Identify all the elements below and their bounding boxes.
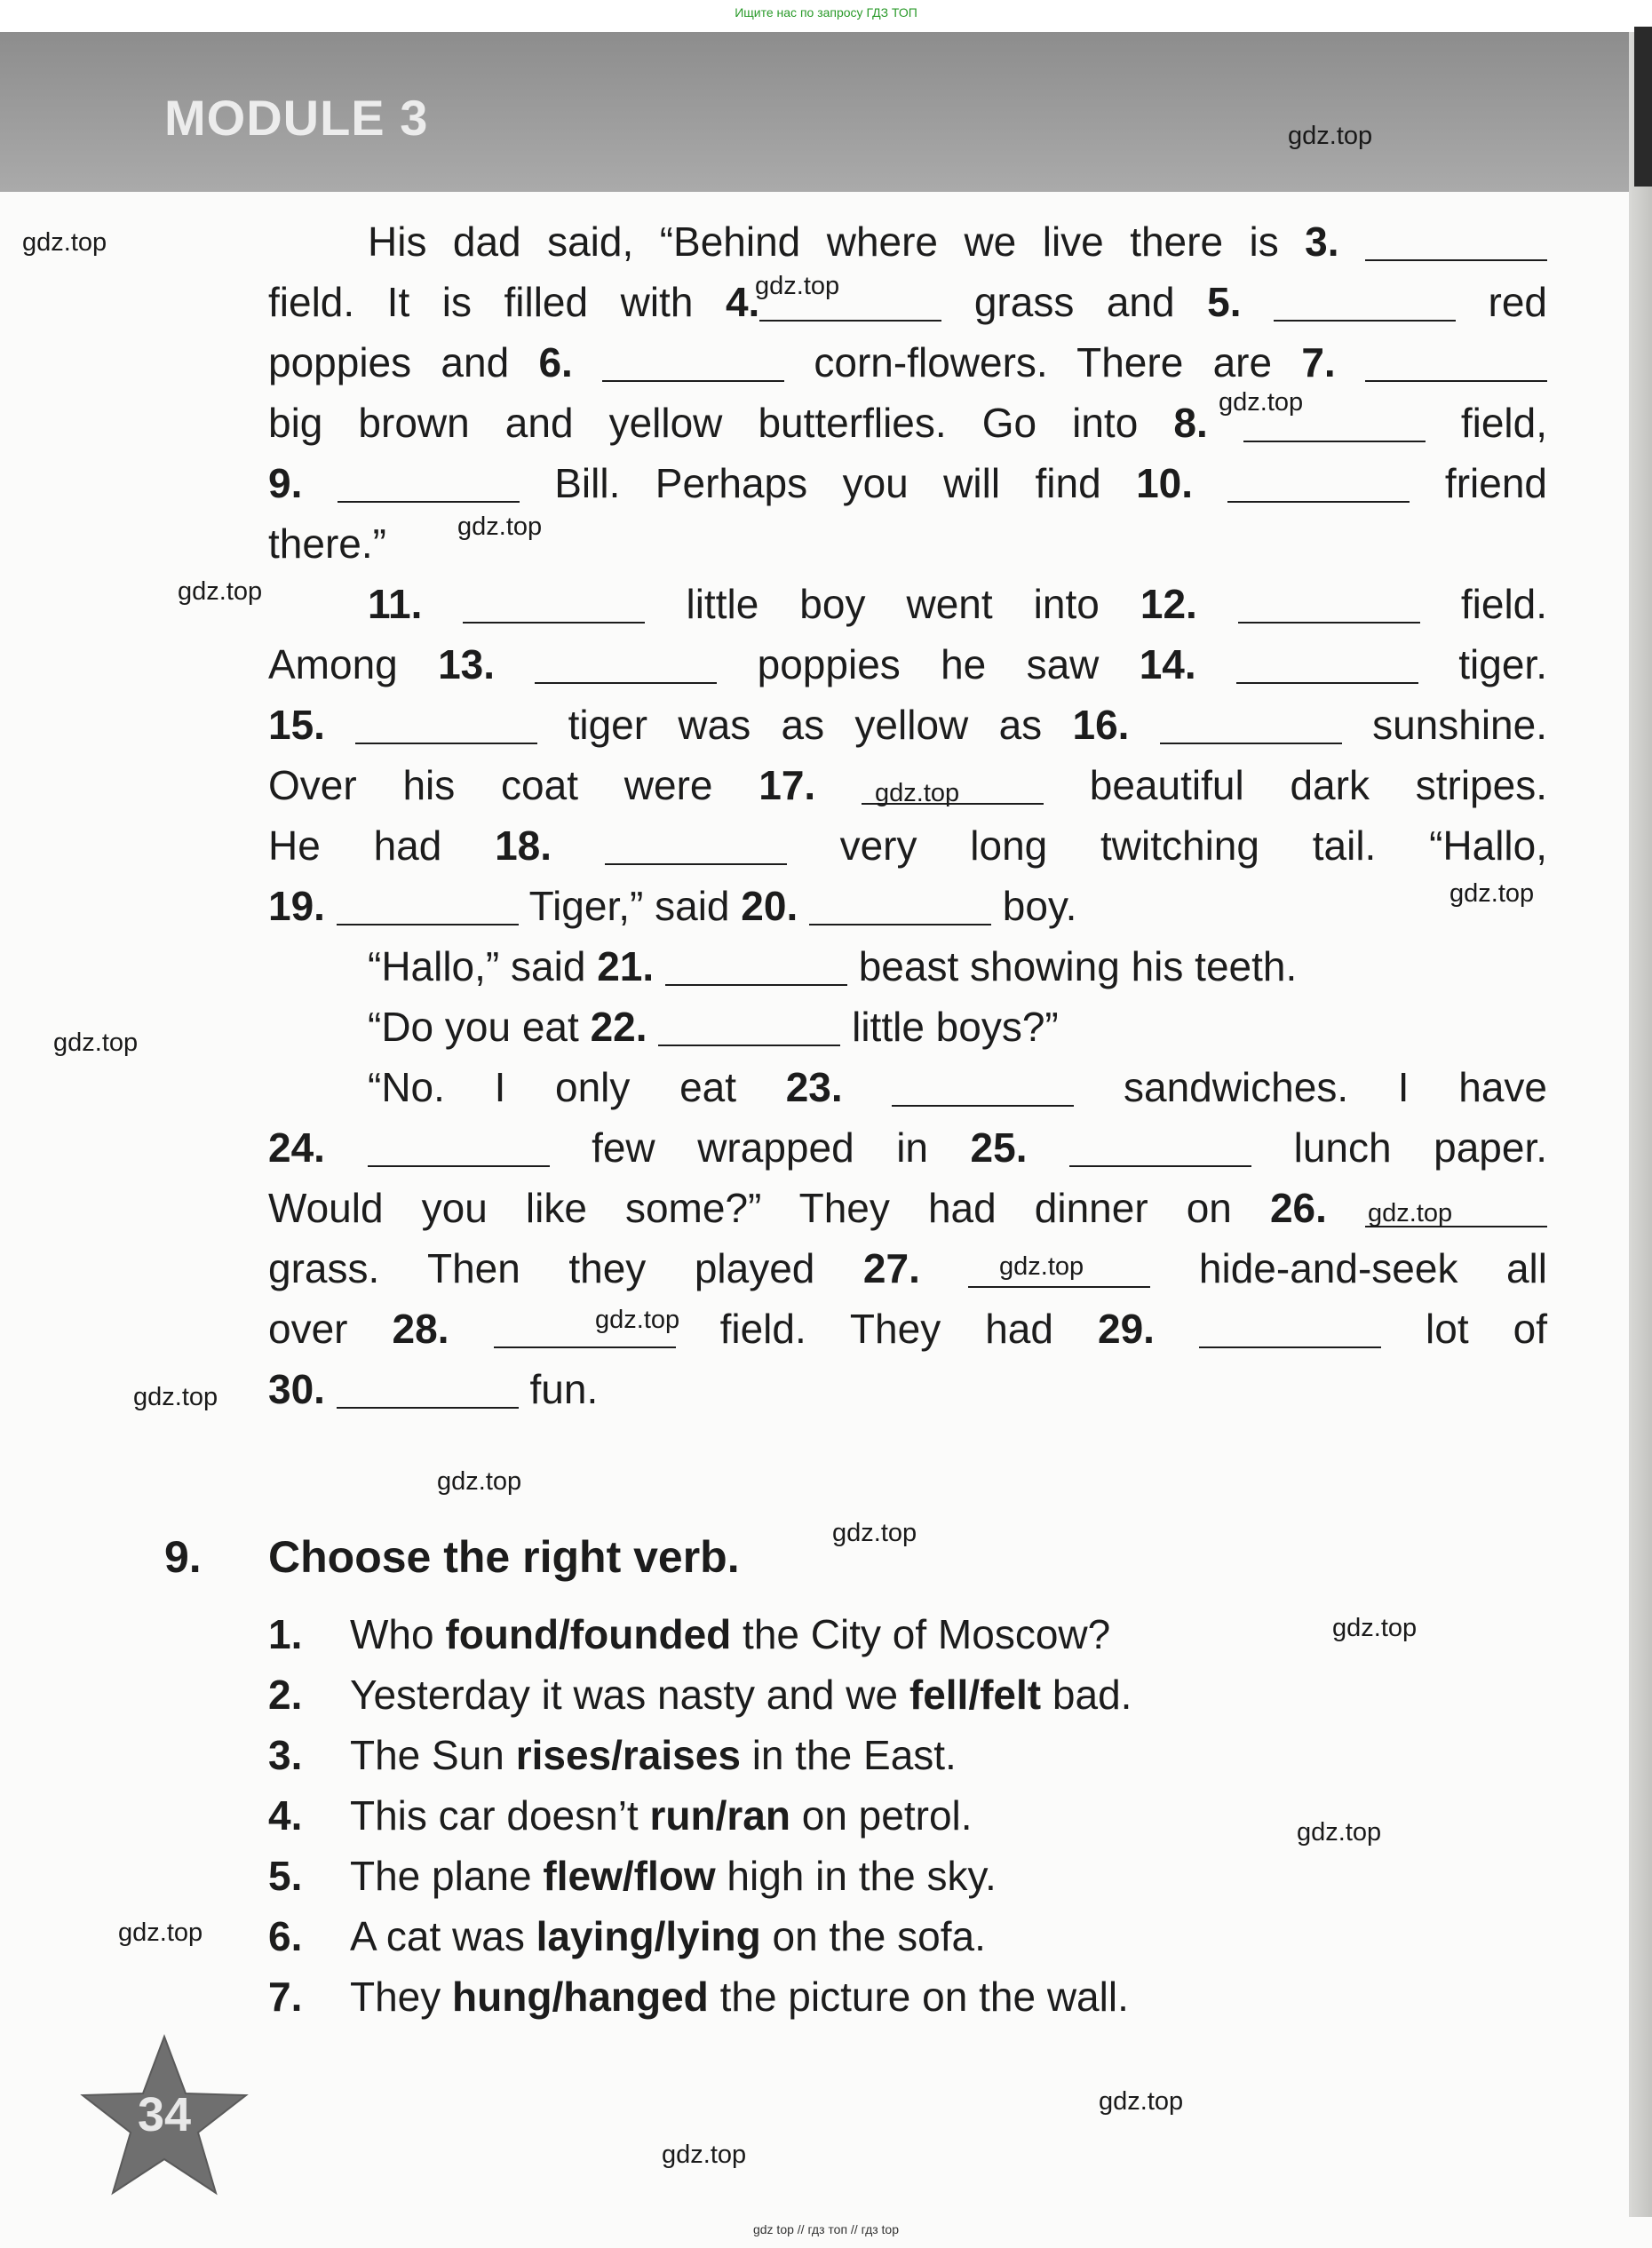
passage-text: poppies and — [268, 339, 539, 385]
verb-choice[interactable]: hung/hanged — [452, 1974, 709, 2020]
item-text: the City of Moscow? — [731, 1611, 1111, 1657]
blank-number: 10. — [1136, 460, 1194, 506]
passage-text: field. It is filled with — [268, 279, 726, 325]
blank-number: 5. — [1207, 279, 1242, 325]
passage-text: Over his coat were — [268, 762, 759, 808]
page-edge-shadow — [1634, 27, 1652, 187]
answer-blank[interactable] — [1199, 1311, 1381, 1348]
passage-text: friend — [1410, 460, 1547, 506]
answer-blank[interactable] — [1365, 224, 1547, 261]
passage-line — [268, 1238, 1547, 1299]
item-text: bad. — [1041, 1672, 1132, 1718]
watermark: gdz.top — [133, 1383, 218, 1411]
item-text: on petrol. — [790, 1792, 973, 1839]
answer-blank[interactable] — [665, 949, 847, 986]
passage-line — [268, 332, 1547, 393]
answer-blank[interactable] — [337, 888, 519, 925]
item-text: the picture on the wall. — [708, 1974, 1129, 2020]
passage-text: hide-and-seek all — [1150, 1245, 1547, 1291]
passage-line — [268, 393, 1547, 453]
item-number: 1. — [268, 1611, 303, 1657]
passage-text — [920, 1245, 969, 1291]
footer-note[interactable]: gdz top // гдз топ // гдз top — [752, 2222, 900, 2236]
passage-text — [647, 1004, 659, 1050]
passage-text: tiger. — [1418, 641, 1547, 687]
passage-line — [268, 695, 1547, 755]
passage-text — [843, 1064, 893, 1110]
passage-text — [1129, 702, 1159, 748]
item-number: 4. — [268, 1792, 303, 1839]
passage-text: over — [268, 1306, 393, 1352]
watermark: gdz.top — [1449, 879, 1535, 908]
passage-text: field. — [1419, 581, 1548, 627]
watermark: gdz.top — [662, 2141, 747, 2169]
module-title: MODULE 3 — [164, 90, 429, 146]
passage-text: little boys?” — [840, 1004, 1059, 1050]
passage-text: corn-flowers. There are — [784, 339, 1302, 385]
item-number: 6. — [268, 1913, 303, 1959]
passage-text: very long twitching tail. “Hallo, — [786, 822, 1548, 869]
passage-line — [268, 1359, 1547, 1419]
exercise-9-header — [164, 1531, 740, 1583]
blank-number: 23. — [785, 1064, 843, 1110]
blank-number: 25. — [970, 1124, 1028, 1171]
passage-line — [268, 272, 1547, 332]
answer-blank[interactable] — [368, 1130, 550, 1167]
page-edge — [1629, 32, 1652, 2217]
passage-text — [1327, 1185, 1365, 1231]
blank-number: 20. — [741, 883, 798, 929]
passage-line — [268, 634, 1547, 695]
top-notice[interactable]: Ищите нас по запросу ГДЗ ТОП — [735, 5, 917, 20]
passage-text: lot of — [1381, 1306, 1548, 1352]
blank-number: 18. — [495, 822, 552, 869]
passage-text — [798, 883, 809, 929]
passage-text: red — [1456, 279, 1548, 325]
passage-text — [325, 702, 355, 748]
page-number: 34 — [137, 2088, 192, 2141]
blank-number: 29. — [1098, 1306, 1155, 1352]
blank-number: 6. — [538, 339, 573, 385]
verb-choice[interactable]: fell/felt — [909, 1672, 1042, 1718]
passage-text — [552, 822, 605, 869]
passage-text — [325, 1124, 368, 1171]
answer-blank[interactable] — [535, 647, 717, 684]
exercise-9-title: Choose the right verb. — [268, 1532, 740, 1582]
passage-text: big brown and yellow butterflies. Go into — [268, 400, 1174, 446]
exercise-9-item — [268, 1725, 1423, 1785]
blank-number: 14. — [1139, 641, 1196, 687]
watermark: gdz.top — [875, 779, 960, 807]
blank-number: 12. — [1140, 581, 1197, 627]
verb-choice[interactable]: flew/flow — [543, 1853, 716, 1899]
answer-blank[interactable] — [337, 1371, 519, 1409]
answer-blank[interactable] — [355, 707, 537, 744]
watermark: gdz.top — [118, 1918, 203, 1947]
passage-text — [325, 883, 337, 929]
item-text: This car doesn’t — [350, 1792, 650, 1839]
passage-text: beast showing his teeth. — [846, 943, 1298, 989]
watermark: gdz.top — [832, 1519, 917, 1547]
blank-number: 22. — [590, 1004, 647, 1050]
passage-text: Would you like some?” They had dinner on — [268, 1185, 1270, 1231]
blank-number: 8. — [1173, 400, 1208, 446]
blank-number: 27. — [862, 1245, 920, 1291]
passage-line — [268, 1178, 1547, 1238]
watermark: gdz.top — [1288, 122, 1373, 150]
passage-text: beautiful dark stripes. — [1043, 762, 1547, 808]
passage-line — [268, 815, 1547, 876]
passage-text: “Do you eat — [368, 1004, 591, 1050]
verb-choice[interactable]: laying/lying — [536, 1913, 761, 1959]
item-number: 2. — [268, 1672, 303, 1718]
passage-text — [495, 641, 535, 687]
passage-text — [1028, 1124, 1070, 1171]
exercise-9-item — [268, 1966, 1423, 2027]
passage-text: fun. — [518, 1366, 599, 1412]
watermark: gdz.top — [1219, 388, 1304, 417]
passage-text — [1241, 279, 1274, 325]
passage-line — [268, 997, 1547, 1057]
passage-text: grass and — [941, 279, 1208, 325]
exercise-9-item — [268, 1664, 1423, 1725]
answer-blank[interactable] — [658, 1009, 840, 1046]
passage-text: Bill. Perhaps you will find — [519, 460, 1137, 506]
passage-line — [268, 1057, 1547, 1117]
item-number: 7. — [268, 1974, 303, 2020]
passage-text — [422, 581, 463, 627]
passage-line — [268, 453, 1547, 513]
answer-blank[interactable] — [1160, 707, 1342, 744]
exercise-9-item — [268, 1785, 1423, 1846]
watermark: gdz.top — [1297, 1818, 1382, 1847]
item-number: 5. — [268, 1853, 303, 1899]
passage-text — [1196, 641, 1236, 687]
watermark: gdz.top — [999, 1252, 1084, 1281]
passage-text: Among — [268, 641, 439, 687]
watermark: gdz.top — [1099, 2087, 1184, 2116]
passage-text — [815, 762, 862, 808]
passage-line — [268, 1117, 1547, 1178]
blank-number: 17. — [758, 762, 816, 808]
item-text: on the sofa. — [760, 1913, 986, 1959]
passage-text: lunch paper. — [1251, 1124, 1548, 1171]
blank-number: 21. — [597, 943, 655, 989]
blank-number: 9. — [268, 460, 303, 506]
item-number: 3. — [268, 1732, 303, 1778]
passage-text: poppies he saw — [717, 641, 1140, 687]
answer-blank[interactable] — [338, 465, 520, 503]
passage-text: Tiger,” said — [518, 883, 742, 929]
passage-line — [268, 1299, 1547, 1359]
passage-text — [1336, 339, 1365, 385]
passage-text: He had — [268, 822, 496, 869]
blank-number: 24. — [268, 1124, 325, 1171]
blank-number: 13. — [438, 641, 496, 687]
item-text: high in the sky. — [715, 1853, 997, 1899]
item-text: in the East. — [740, 1732, 957, 1778]
passage-text: grass. Then they played — [268, 1245, 863, 1291]
blank-number: 4. — [725, 279, 760, 325]
top-strip — [0, 0, 1652, 32]
passage-text — [302, 460, 337, 506]
answer-blank[interactable] — [605, 828, 787, 865]
passage-text: sunshine. — [1341, 702, 1548, 748]
answer-blank[interactable] — [1274, 284, 1456, 322]
blank-number: 28. — [392, 1306, 449, 1352]
blank-number: 15. — [268, 702, 325, 748]
passage-text: there.” — [268, 520, 386, 567]
blank-number: 11. — [368, 581, 423, 627]
item-text: The plane — [350, 1853, 544, 1899]
passage-text: sandwiches. I have — [1074, 1064, 1547, 1110]
watermark: gdz.top — [755, 272, 840, 300]
watermark: gdz.top — [1332, 1614, 1418, 1642]
exercise-9-item — [268, 1604, 1423, 1664]
blank-number: 26. — [1269, 1185, 1327, 1231]
passage-text — [1197, 581, 1238, 627]
exercise-9-list — [268, 1604, 1423, 2027]
answer-blank[interactable] — [892, 1069, 1074, 1107]
passage-line — [268, 211, 1547, 272]
item-text: They — [350, 1974, 453, 2020]
blank-number: 16. — [1072, 702, 1130, 748]
answer-blank[interactable] — [1236, 647, 1418, 684]
verb-choice[interactable]: run/ran — [649, 1792, 790, 1839]
passage-text: boy. — [991, 883, 1077, 929]
item-text: Who — [350, 1611, 446, 1657]
watermark: gdz.top — [1368, 1199, 1453, 1227]
watermark: gdz.top — [178, 577, 263, 606]
passage-text — [1155, 1306, 1199, 1352]
blank-number: 30. — [268, 1366, 325, 1412]
passage-line — [268, 936, 1547, 997]
answer-blank[interactable] — [463, 586, 645, 624]
passage-text — [449, 1306, 493, 1352]
verb-choice[interactable]: found/founded — [445, 1611, 732, 1657]
item-text: The Sun — [350, 1732, 516, 1778]
passage-text: few wrapped in — [549, 1124, 971, 1171]
exercise-9-item — [268, 1906, 1423, 1966]
blank-number: 3. — [1305, 218, 1339, 265]
verb-choice[interactable]: rises/raises — [515, 1732, 741, 1778]
passage-line — [268, 574, 1547, 634]
watermark: gdz.top — [437, 1467, 522, 1496]
passage-text — [654, 943, 665, 989]
passage-text — [573, 339, 602, 385]
answer-blank[interactable] — [1238, 586, 1420, 624]
passage-text — [1339, 218, 1365, 265]
answer-blank[interactable] — [1069, 1130, 1251, 1167]
passage-text: “No. I only eat — [368, 1064, 786, 1110]
passage-text: His dad said, “Behind where we live there is — [368, 218, 1306, 265]
exercise-9-item — [268, 1846, 1423, 1906]
watermark: gdz.top — [457, 512, 543, 541]
passage-text — [1193, 460, 1227, 506]
passage-text: field, — [1425, 400, 1548, 446]
passage-text: “Hallo,” said — [368, 943, 598, 989]
blank-number: 7. — [1301, 339, 1336, 385]
answer-blank[interactable] — [602, 345, 784, 382]
answer-blank[interactable] — [809, 888, 991, 925]
item-text: A cat was — [350, 1913, 536, 1959]
passage-text: little boy went into — [645, 581, 1140, 627]
watermark: gdz.top — [22, 228, 107, 257]
blank-number: 19. — [268, 883, 325, 929]
passage-text: tiger was as yellow as — [537, 702, 1073, 748]
watermark: gdz.top — [595, 1306, 680, 1334]
passage-text — [325, 1366, 337, 1412]
passage-text: field. They had — [675, 1306, 1099, 1352]
item-text: Yesterday it was nasty and we — [350, 1672, 909, 1718]
exercise-9-number: 9. — [164, 1532, 202, 1582]
watermark: gdz.top — [53, 1029, 139, 1057]
exercise-8-passage — [268, 211, 1547, 1419]
answer-blank[interactable] — [1365, 345, 1547, 382]
passage-line — [268, 876, 1547, 936]
answer-blank[interactable] — [1227, 465, 1410, 503]
